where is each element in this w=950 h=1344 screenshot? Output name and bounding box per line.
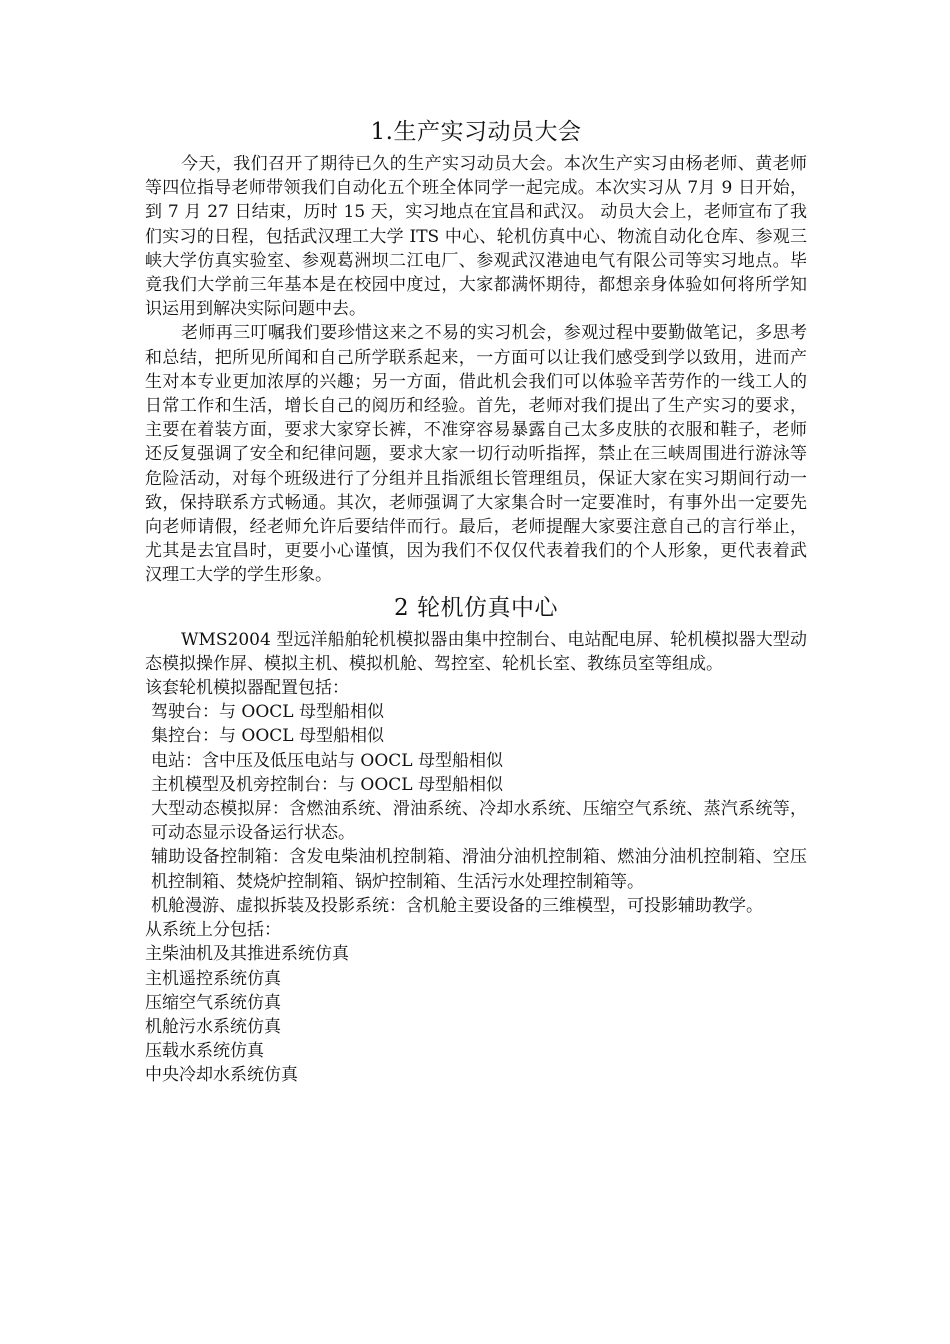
section-2-heading: 2 轮机仿真中心 (394, 594, 558, 621)
system-item: 压缩空气系统仿真 (145, 992, 281, 1013)
system-item: 压载水系统仿真 (145, 1041, 264, 1062)
systems-label: 从系统上分包括： (145, 920, 281, 941)
system-item: 主柴油机及其推进系统仿真 (145, 944, 349, 965)
section-1-paragraph-2: 老师再三叮嘱我们要珍惜这来之不易的实习机会，参观过程中要勤做笔记，多思考和总结，把所见所闻和自己所学联系起来，一方面可以让我们感受到学以致用，进而产生对本专业更加浓厚的兴趣；另一方面，借此机会我们可以体验辛苦劳作的一线工人的日常工作和生活，增长自己的阅历和经验。首先，老师对我们提出了生产实习的要求，主要在着装方面，要求大家穿长裤，不准穿容易暴露自己太多皮肤的衣服和鞋子，老师还反复强调了安全和纪律问题，要求大家一切行动听指挥，禁止在三峡周围进行游泳等危险活动，对每个班级进行了分组并且指派组长管理组员，保证大家在实习期间行动一致，保持联系方式畅通。其次，老师强调了大家集合时一定要准时，有事外出一定要先向老师请假，经老师允许后要结伴而行。最后，老师提醒大家要注意自己的言行举止，尤其是去宜昌时，更要小心谨慎，因为我们不仅仅代表着我们的个人形象，更代表着武汉理工大学的学生形象。 (145, 323, 807, 586)
section-1-heading: 1.生产实习动员大会 (370, 119, 582, 145)
section-2-intro: WMS2004 型远洋船舶轮机模拟器由集中控制台、电站配电屏、轮机模拟器大型动态模拟操作屏、模拟主机、模拟机舱、驾控室、轮机长室、教练员室等组成。 (145, 629, 807, 674)
config-label: 该套轮机模拟器配置包括： (145, 678, 349, 699)
config-item-aux-control-box: 辅助设备控制箱：含发电柴油机控制箱、滑油分油机控制箱、燃油分油机控制箱、空压机控制箱、焚烧炉控制箱、锅炉控制箱、生活污水处理控制箱等。 (151, 847, 807, 892)
config-item-main-engine: 主机模型及机旁控制台：与 OOCL 母型船相似 (151, 774, 503, 795)
config-item-virtual-system: 机舱漫游、虚拟拆装及投影系统：含机舱主要设备的三维模型，可投影辅助教学。 (151, 895, 763, 916)
config-item-control-console: 集控台：与 OOCL 母型船相似 (151, 726, 384, 747)
system-item: 主机遥控系统仿真 (145, 968, 281, 989)
config-item-dynamic-screen: 大型动态模拟屏：含燃油系统、滑油系统、冷却水系统、压缩空气系统、蒸汽系统等，可动态显示设备运行状态。 (151, 799, 807, 844)
config-item-power-station: 电站：含中压及低压电站与 OOCL 母型船相似 (151, 750, 503, 771)
system-item: 中央冷却水系统仿真 (145, 1065, 298, 1086)
document-page (145, 112, 807, 1088)
section-1-paragraph-1: 今天，我们召开了期待已久的生产实习动员大会。本次生产实习由杨老师、黄老师等四位指导老师带领我们自动化五个班全体同学一起完成。本次实习从 7月 9 日开始，到 7 月 27 日结束，历时 15 天，实习地点在宜昌和武汉。 动员大会上，老师宣布了我们实习的日程，包括武汉理工大学 ITS 中心、轮机仿真中心、物流自动化仓库、参观三峡大学仿真实验室、参观葛洲坝二江电厂、参观武汉港迪电气有限公司等实习地点。毕竟我们大学前三年基本是在校园中度过，大家都满怀期待，都想亲身体验如何将所学知识运用到解决实际问题中去。 (145, 154, 807, 320)
system-item: 机舱污水系统仿真 (145, 1016, 281, 1037)
config-item-bridge: 驾驶台：与 OOCL 母型船相似 (151, 702, 384, 723)
